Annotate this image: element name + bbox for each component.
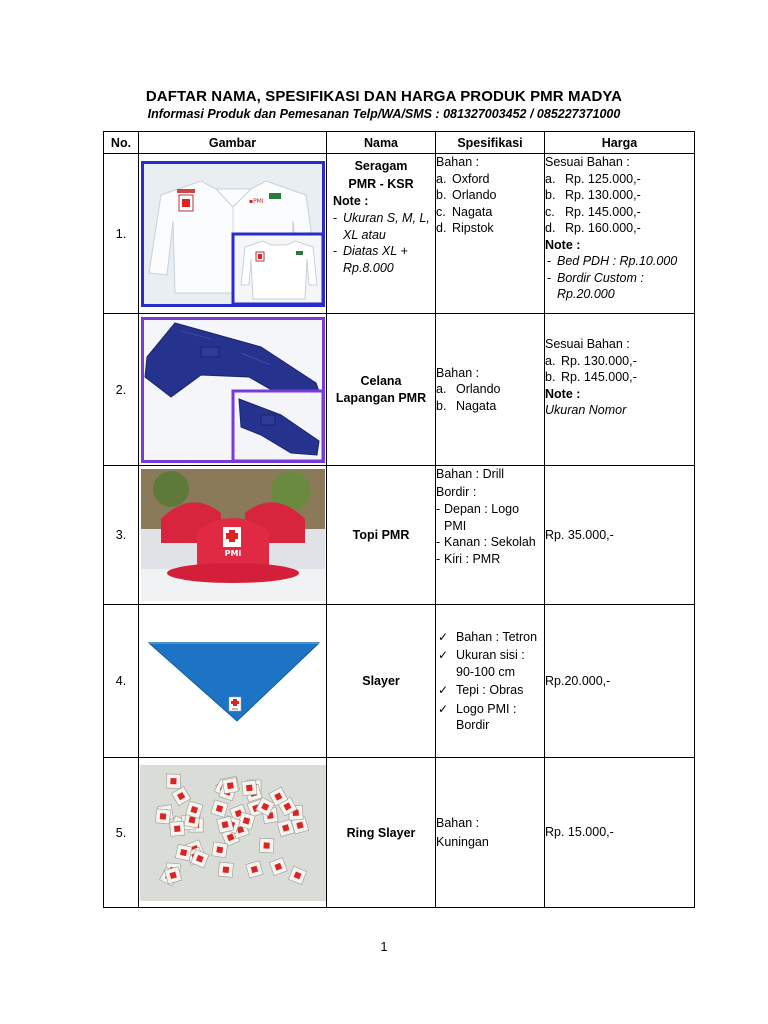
name-note-label: Note : (333, 194, 369, 208)
price-item: d. Rp. 160.000,- (545, 221, 641, 235)
spec-check-item: ✓ Tepi : Obras (436, 682, 544, 699)
product-name-line: Seragam (354, 159, 408, 173)
row-price-cell (545, 466, 695, 605)
row-name-cell (327, 466, 436, 605)
spec-dash-item: - Kiri : PMR (436, 551, 544, 568)
row-number: 2. (104, 314, 139, 466)
spec-item: b. Nagata (436, 398, 497, 413)
page-number: 1 (380, 940, 388, 954)
price-note: - Bordir Custom : Rp.20.000 (545, 270, 694, 303)
spec-item: c. Nagata (436, 204, 493, 219)
spec-check-item: ✓ Ukuran sisi : 90-100 cm (436, 647, 544, 680)
spec-item: a. Orlando (436, 382, 501, 397)
row-name-cell (327, 314, 436, 466)
spec-dash-item: - Kanan : Sekolah (436, 534, 544, 551)
spec-check-item: ✓ Logo PMI : Bordir (436, 701, 544, 734)
spec-item: b. Orlando (436, 188, 497, 202)
price-label: Sesuai Bahan : (545, 155, 630, 169)
row-image-cell (139, 605, 327, 758)
spec-line: Bahan : Drill (436, 467, 505, 481)
price-item: b. Rp. 145.000,- (545, 370, 637, 384)
row-price-cell (545, 154, 695, 314)
product-name-line: Ring Slayer (346, 825, 416, 840)
red-caps-photo (141, 469, 325, 601)
spec-item: d. Ripstok (436, 221, 494, 235)
table-row (104, 154, 695, 314)
cap-logo-text: PMI (224, 549, 241, 558)
spec-check-item: ✓ Bahan : Tetron (436, 629, 544, 646)
row-spec-cell (436, 758, 545, 908)
table-row (104, 466, 695, 605)
column-header-price: Harga (545, 132, 695, 154)
row-price-cell (545, 758, 695, 908)
row-name-cell (327, 758, 436, 908)
spec-item: a. Oxford (436, 171, 490, 186)
price-value: Rp. 15.000,- (545, 825, 614, 840)
product-name-line: Topi PMR (352, 528, 410, 542)
spec-line: Kuningan (436, 834, 489, 849)
product-table (103, 131, 695, 908)
price-item: a. Rp. 125.000,- (545, 171, 641, 186)
row-spec-cell (436, 154, 545, 314)
spec-label: Bahan : (436, 365, 480, 380)
spec-line: Bahan : (436, 815, 480, 830)
table-header-row (104, 132, 695, 154)
product-name-line: Lapangan PMR (335, 390, 427, 405)
product-name-line: PMR - KSR (348, 177, 414, 191)
page-title: DAFTAR NAMA, SPESIFIKASI DAN HARGA PRODUK PMR MADYA (145, 88, 623, 105)
spec-dash-item: - Depan : Logo PMI (436, 501, 544, 534)
table-row (104, 758, 695, 908)
price-note: Ukuran Nomor (545, 403, 627, 417)
table-row (104, 605, 695, 758)
row-spec-cell (436, 314, 545, 466)
price-note-label: Note : (545, 237, 581, 252)
row-image-cell (139, 314, 327, 466)
column-header-no: No. (104, 132, 139, 154)
row-name-cell (327, 154, 436, 314)
price-value: Rp.20.000,- (545, 673, 611, 688)
product-name-line: Celana (360, 374, 402, 388)
column-header-name: Nama (327, 132, 436, 154)
svg-text:▪PMI: ▪PMI (248, 197, 264, 205)
row-number: 3. (104, 466, 139, 605)
row-image-cell (139, 466, 327, 605)
spec-line: Bordir : (436, 484, 477, 499)
price-label: Sesuai Bahan : (545, 337, 630, 351)
row-number: 5. (104, 758, 139, 908)
row-spec-cell (436, 466, 545, 605)
column-header-spec: Spesifikasi (436, 132, 545, 154)
price-note-label: Note : (545, 386, 581, 401)
row-image-cell (139, 758, 327, 908)
row-price-cell (545, 314, 695, 466)
contact-subtitle: Informasi Produk dan Pemesanan Telp/WA/SMS : 081327003452 / 085227371000 (147, 107, 621, 121)
row-price-cell (545, 605, 695, 758)
row-name-cell (327, 605, 436, 758)
column-header-image: Gambar (139, 132, 327, 154)
price-item: b. Rp. 130.000,- (545, 188, 641, 202)
scarf-rings-photo (140, 765, 326, 901)
size-note: - Diatas XL + Rp.8.000 (331, 243, 435, 276)
row-image-cell (139, 154, 327, 314)
row-number: 1. (104, 154, 139, 314)
table-row (104, 314, 695, 466)
row-number: 4. (104, 605, 139, 758)
spec-label: Bahan : (436, 155, 480, 169)
price-value: Rp. 35.000,- (545, 527, 614, 542)
scarf-logo-text: PMI (231, 707, 238, 711)
price-item: a. Rp. 130.000,- (545, 353, 637, 368)
row-spec-cell (436, 605, 545, 758)
product-name-line: Slayer (362, 674, 400, 688)
blue-scarf-photo (141, 631, 325, 731)
price-item: c. Rp. 145.000,- (545, 204, 641, 219)
trousers-photo (141, 317, 325, 463)
size-note: - Ukuran S, M, L, XL atau (331, 210, 435, 243)
uniform-shirt-photo (141, 161, 325, 307)
price-note: - Bed PDH : Rp.10.000 (545, 253, 694, 270)
